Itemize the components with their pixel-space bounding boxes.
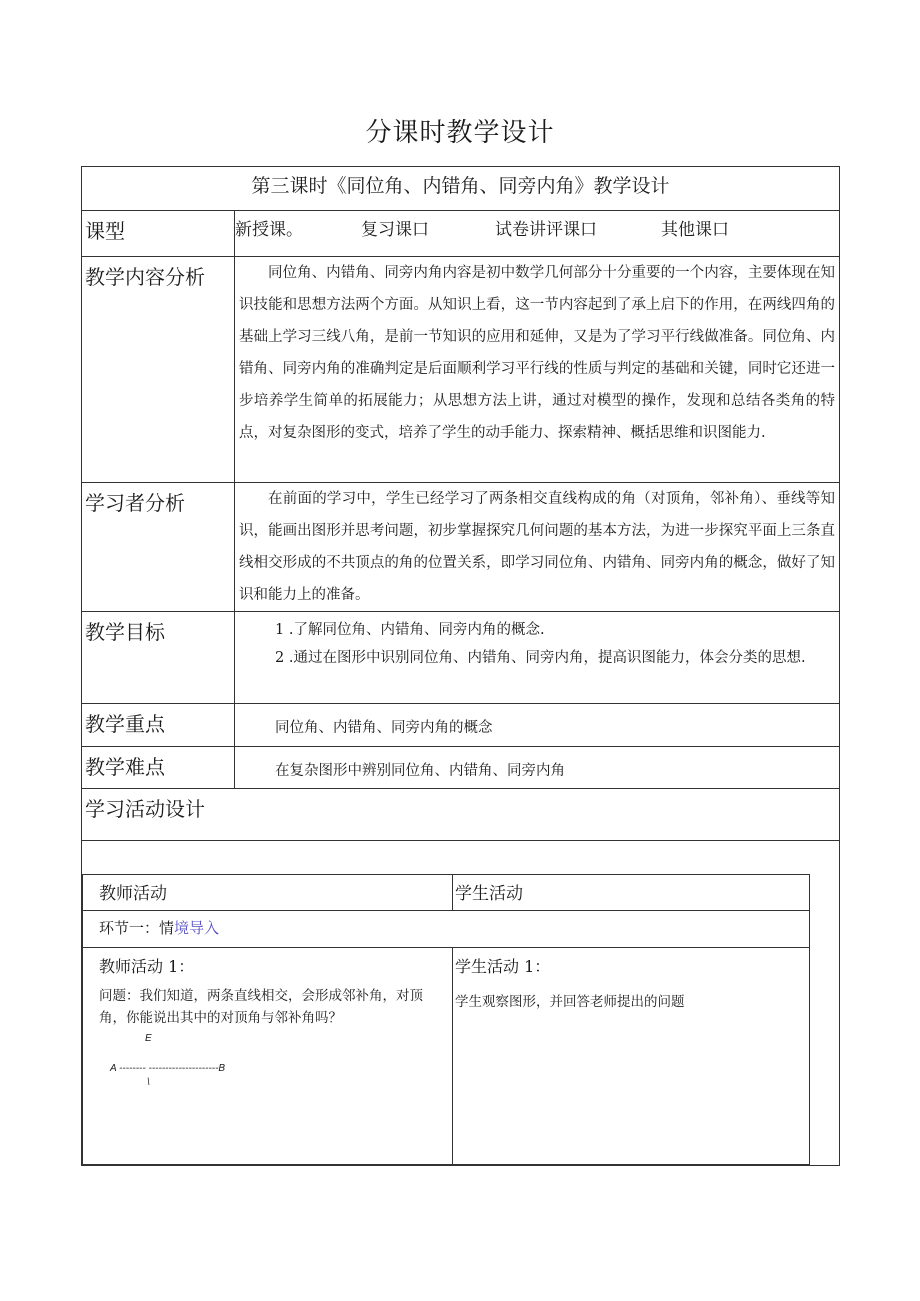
option-review: 复习课口 <box>361 220 429 240</box>
objective-item: 2 .通过在图形中识别同位角、内错角、同旁内角，提高识图能力，体会分类的思想. <box>275 650 806 666</box>
student-activity-title: 学生活动 1： <box>455 957 551 976</box>
section-title <box>83 911 810 948</box>
student-activity-header: 学生活动 <box>453 875 810 911</box>
option-other: 其他课口 <box>661 220 729 240</box>
lesson-title: 第三课时《同位角、内错角、同旁内角》教学设计 <box>82 167 840 211</box>
figure-label-e: E <box>145 1033 152 1044</box>
learner-analysis-label: 学习者分析 <box>82 483 235 612</box>
option-new-lesson: 新授课。 <box>235 220 303 240</box>
learner-analysis-text: 在前面的学习中，学生已经学习了两条相交直线构成的角（对顶角，邻补角）、垂线等知识，能画出图形并思考问题，初步掌握探究几何问题的基本方法，为进一步探究平面上三条直线相交形成的不共顶点的角的位置关系，即学习同位角、内错角、同旁内角的概念，做好了知识和能力上的准备。 <box>239 491 836 603</box>
activity-table <box>82 874 810 1165</box>
teacher-activity-header: 教师活动 <box>83 875 453 911</box>
activity-design-cell <box>82 841 840 1166</box>
student-activity-cell <box>453 948 810 1165</box>
content-analysis-label: 教学内容分析 <box>82 257 235 483</box>
section-prefix: 环节一：情 <box>99 919 175 937</box>
difficulties-label: 教学难点 <box>82 747 235 789</box>
objectives-cell <box>235 612 840 704</box>
course-type-label: 课型 <box>82 211 235 257</box>
learner-analysis-cell <box>235 483 840 612</box>
key-points-label: 教学重点 <box>82 704 235 747</box>
course-type-options <box>235 211 840 257</box>
student-response: 学生观察图形，并回答老师提出的问题 <box>455 994 685 1010</box>
angle-figure <box>99 1029 452 1109</box>
teacher-question: 问题：我们知道，两条直线相交，会形成邻补角，对顶角，你能说出其中的对顶角与邻补角吗？ <box>99 988 423 1026</box>
figure-slash: \ <box>147 1077 150 1088</box>
option-exam-review: 试卷讲评课口 <box>495 220 597 240</box>
section-accent: 境导入 <box>174 919 220 937</box>
content-analysis-text: 同位角、内错角、同旁内角内容是初中数学几何部分十分重要的一个内容，主要体现在知识技能和思想方法两个方面。从知识上看，这一节内容起到了承上启下的作用，在两线四角的基础上学习三线八角，是前一节知识的应用和延伸，又是为了学习平行线做准备。同位角、内错角、同旁内角的准确判定是后面顺利学习平行线的性质与判定的基础和关键，同时它还进一步培养学生简单的拓展能力；从思想方法上讲，通过对模型的操作，发现和总结各类角的特点，对复杂图形的变式，培养了学生的动手能力、探索精神、概括思维和识图能力. <box>239 265 836 441</box>
figure-line-ab: A -------- ---------------------B <box>110 1063 226 1074</box>
teacher-activity-cell <box>83 948 453 1165</box>
objective-item: 1 .了解同位角、内错角、同旁内角的概念. <box>275 622 545 638</box>
page-title: 分课时教学设计 <box>365 118 555 148</box>
key-points-text: 同位角、内错角、同旁内角的概念 <box>235 704 840 747</box>
teacher-activity-title: 教师活动 1： <box>99 957 195 976</box>
lesson-table <box>81 166 840 1166</box>
objectives-label: 教学目标 <box>82 612 235 704</box>
difficulties-text: 在复杂图形中辨别同位角、内错角、同旁内角 <box>235 747 840 789</box>
activity-design-label: 学习活动设计 <box>82 789 840 841</box>
content-analysis-cell <box>235 257 840 483</box>
